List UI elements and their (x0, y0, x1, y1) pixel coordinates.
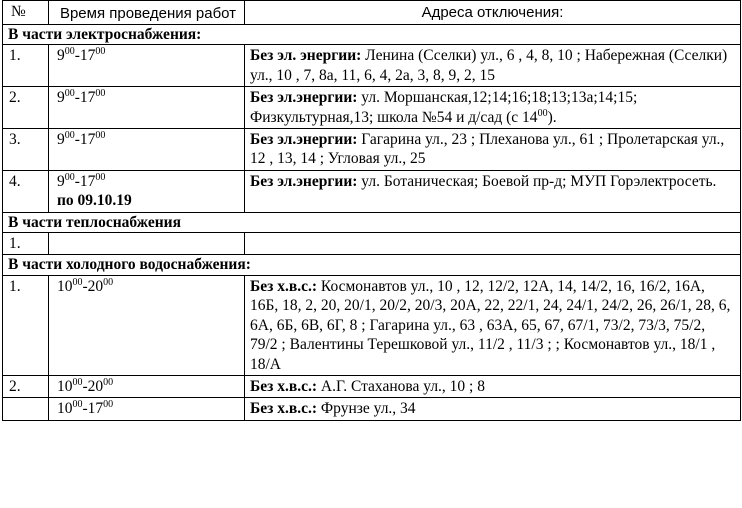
table-row (3, 375, 741, 397)
row-addresses: Без эл.энергии: ул. Моршанская,12;14;16;18;13;13а;14;15; Физкультурная,13; школа №54 и д/сад (с $14^{00}$). (245, 87, 741, 129)
section-title-water: В части холодного водоснабжения: (3, 255, 741, 275)
outage-label: Без х.в.с.: (250, 377, 318, 395)
header-num: № (3, 1, 49, 25)
row-num: 1. (3, 233, 49, 255)
outage-label: Без эл. энергии: (250, 47, 362, 65)
table-row (3, 129, 741, 171)
table-row (3, 45, 741, 87)
header-addresses: Адреса отключения: (245, 1, 741, 25)
table-row (3, 275, 741, 375)
row-addresses: Без эл. энергии: Ленина (Сселки) ул., 6 , 4, 8, 10 ; Набережная (Сселки) ул., 10 , 7, 8а, 11, 6, 4, 2а, 3, 8, 9, 2, 15 (245, 45, 741, 87)
outage-label: Без эл.энергии: (250, 89, 358, 107)
row-addresses: Без х.в.с.: А.Г. Стаханова ул., 10 ; 8 (245, 375, 741, 397)
outage-label: Без х.в.с.: (250, 277, 318, 295)
row-time: $10^{00}-20^{00}$ (49, 275, 245, 375)
row-addresses: Без эл.энергии: ул. Ботаническая; Боевой пр-д; МУП Горэлектросеть. (245, 170, 741, 212)
table-row (3, 170, 741, 212)
header-time: Время проведения работ (49, 1, 245, 25)
row-time: $9^{00}-17^{00}$ по 09.10.19 (49, 170, 245, 212)
section-row-electric (3, 25, 741, 45)
row-time: $10^{00}-17^{00}$ (49, 398, 245, 420)
section-title-heat: В части теплоснабжения (3, 212, 741, 232)
header-row (3, 1, 741, 25)
row-addresses (245, 233, 741, 255)
table-row (3, 87, 741, 129)
date-note: по 09.10.19 (57, 192, 132, 210)
outage-table (2, 0, 741, 421)
row-time (49, 233, 245, 255)
row-num: 1. (3, 275, 49, 375)
section-row-heat (3, 212, 741, 232)
row-addresses: Без х.в.с.: Фрунзе ул., 34 (245, 398, 741, 420)
row-time: $9^{00}-17^{00}$ (49, 129, 245, 171)
row-time: $9^{00}-17^{00}$ (49, 45, 245, 87)
section-title-electric: В части электроснабжения: (3, 25, 741, 45)
row-num: 1. (3, 45, 49, 87)
section-row-water (3, 255, 741, 275)
row-num: 2. (3, 375, 49, 397)
row-addresses: Без х.в.с.: Космонавтов ул., 10 , 12, 12/2, 12А, 14, 14/2, 16, 16/2, 16А, 16Б, 18, 2, 20, 20/1, 20/2, 20/3, 20А, 22, 22/1, 24, 24/1, 24/2, 26, 26/1, 28, 6, 6А, 6Б, 6В, 6Г, 8 ; Гагарина ул., 63 , 63А, 65, 67, 67/1, 73/2, 73/3, 75/2, 79/2 ; Валентины Терешковой ул., 11/2 , 11/3 ; ; Космонавтов ул., 18/1 , 18/А (245, 275, 741, 375)
row-num: 4. (3, 170, 49, 212)
row-addresses: Без эл.энергии: Гагарина ул., 23 ; Плеханова ул., 61 ; Пролетарская ул., 12 , 13, 14 ; Угловая ул., 25 (245, 129, 741, 171)
row-time: $10^{00}-20^{00}$ (49, 375, 245, 397)
table-row (3, 233, 741, 255)
row-num: 3. (3, 129, 49, 171)
row-time: $9^{00}-17^{00}$ (49, 87, 245, 129)
outage-label: Без х.в.с.: (250, 400, 318, 418)
row-num (3, 398, 49, 420)
outage-label: Без эл.энергии: (250, 131, 358, 149)
table-row (3, 398, 741, 420)
outage-label: Без эл.энергии: (250, 172, 358, 190)
row-num: 2. (3, 87, 49, 129)
